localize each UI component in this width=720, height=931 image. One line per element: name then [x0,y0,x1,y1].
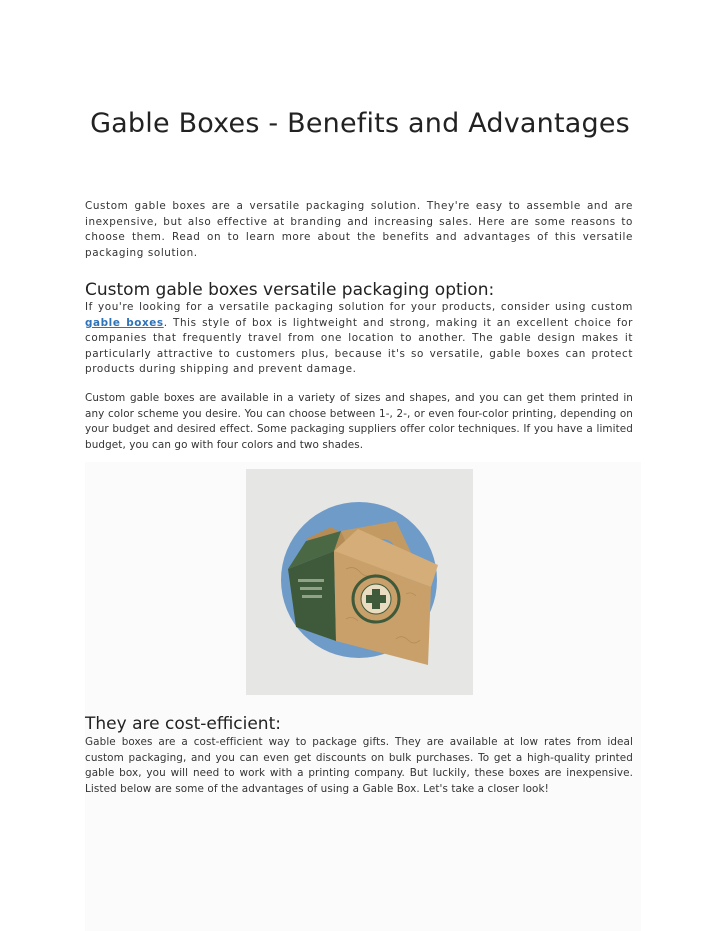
intro-paragraph: Custom gable boxes are a versatile packaging solution. They're easy to assemble and are inexpensive, but also effective at branding and increasing sales. Here are some reasons to choose them. Read on to learn more about the benefits and advantages of this versatile packaging solution. [85,200,633,259]
page-title: Gable Boxes - Benefits and Advantages [90,108,630,140]
gable-box-illustration [246,469,473,695]
section-heading-cost: They are cost-efficient: [85,714,281,734]
paragraph-text: If you're looking for a versatile packaging solution for your products, consider using custom [85,301,633,313]
versatile-paragraph-2: Custom gable boxes are available in a variety of sizes and shapes, and you can get them printed in any color scheme you desire. You can choose between 1-, 2-, or even four-color printing, depending on your budget and desired effect. Some packaging suppliers offer color techniques. If you have a limited budget, you can go with four colors and two shades. [85,392,633,451]
gable-box-image [246,469,473,695]
cost-paragraph: Gable boxes are a cost-efficient way to package gifts. They are available at low rates from ideal custom packaging, and you can even get discounts on bulk purchases. To get a high-quality printed gable box, you will need to work with a printing company. But luckily, these boxes are inexpensive. Listed below are some of the advantages of using a Gable Box. Let's take a closer look! [85,736,633,795]
section-heading-versatile: Custom gable boxes versatile packaging option: [85,280,495,300]
versatile-paragraph-1 [85,300,633,378]
paragraph-text: . This style of box is lightweight and strong, making it an excellent choice for companies that frequently travel from one location to another. The gable design makes it particularly attractive to customers plus, because it's so versatile, gable boxes can protect products during shipping and prevent damage. [85,316,633,375]
gable-boxes-link[interactable]: gable boxes [85,316,164,329]
